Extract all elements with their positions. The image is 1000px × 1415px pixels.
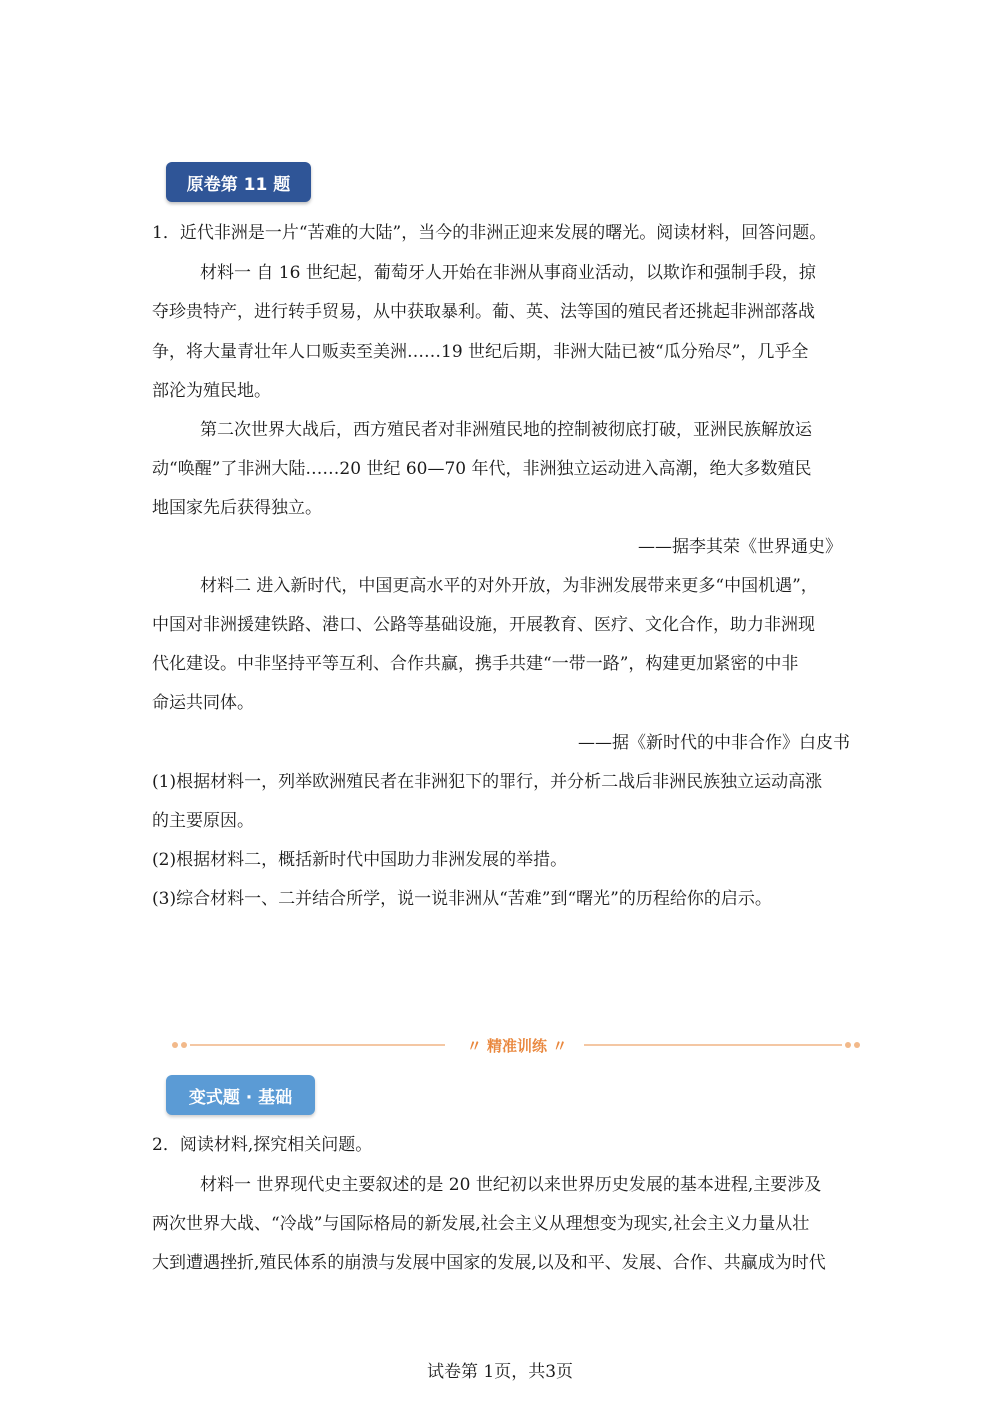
q1-material2-line: 材料二 进入新时代，中国更高水平的对外开放，为非洲发展带来更多“中国机遇”， [200,576,818,596]
q1-material2-line: 命运共同体。 [152,693,254,713]
q1-material1-line: 动“唤醒”了非洲大陆……20 世纪 60—70 年代，非洲独立运动进入高潮，绝大多数殖民 [152,459,812,479]
q1-material2-line: 中国对非洲援建铁路、港口、公路等基础设施，开展教育、医疗、文化合作，助力非洲现 [152,615,815,635]
q1-subquestion-line: 的主要原因。 [152,811,254,831]
q1-material1-source: ——据李其荣《世界通史》 [638,537,842,557]
divider-label: 〃 精准训练 〃 [466,1036,568,1055]
divider-bar [190,1044,445,1046]
q1-material2-line: 代化建设。中非坚持平等互利、合作共赢，携手共建“一带一路”，构建更加紧密的中非 [152,654,799,674]
q2-material-line: 材料一 世界现代史主要叙述的是 20 世纪初以来世界历史发展的基本进程,主要涉及 [200,1175,822,1195]
q1-material1-line: 材料一 自 16 世纪起，葡萄牙人开始在非洲从事商业活动，以欺诈和强制手段，掠 [200,263,816,283]
q2-material-line: 两次世界大战、“冷战”与国际格局的新发展,社会主义从理想变为现实,社会主义力量从壮 [152,1214,810,1234]
divider-dot [181,1042,187,1048]
q2-material-line: 大到遭遇挫折,殖民体系的崩溃与发展中国家的发展,以及和平、发展、合作、共赢成为时代 [152,1253,826,1273]
section-badge-variant: 变式题 · 基础 [166,1075,315,1115]
q1-material2-source: ——据《新时代的中非合作》白皮书 [578,733,850,753]
q1-subquestion-line: (3)综合材料一、二并结合所学，说一说非洲从“苦难”到“曙光”的历程给你的启示。 [152,889,772,909]
section-badge-original: 原卷第 11 题 [166,162,311,202]
q1-material1-line: 夺珍贵特产，进行转手贸易，从中获取暴利。葡、英、法等国的殖民者还挑起非洲部落战 [152,302,815,322]
section-divider [172,1033,860,1057]
q1-material1-line: 部沦为殖民地。 [152,381,271,401]
question-2-stem: 2．阅读材料,探究相关问题。 [152,1135,373,1155]
question-1-stem: 1．近代非洲是一片“苦难的大陆”，当今的非洲正迎来发展的曙光。阅读材料，回答问题。 [152,223,827,243]
divider-dot [854,1042,860,1048]
divider-dot [172,1042,178,1048]
q1-material1-line: 第二次世界大战后，西方殖民者对非洲殖民地的控制被彻底打破，亚洲民族解放运 [200,420,812,440]
q1-material1-line: 地国家先后获得独立。 [152,498,322,518]
divider-dot [845,1042,851,1048]
q1-material1-line: 争，将大量青壮年人口贩卖至美洲……19 世纪后期，非洲大陆已被“瓜分殆尽”，几乎全 [152,342,809,362]
page-footer: 试卷第 1页，共3页 [426,1362,574,1382]
q1-subquestion-line: (1)根据材料一，列举欧洲殖民者在非洲犯下的罪行，并分析二战后非洲民族独立运动高涨 [152,772,823,792]
q1-subquestion-line: (2)根据材料二，概括新时代中国助力非洲发展的举措。 [152,850,568,870]
divider-bar [584,1044,842,1046]
